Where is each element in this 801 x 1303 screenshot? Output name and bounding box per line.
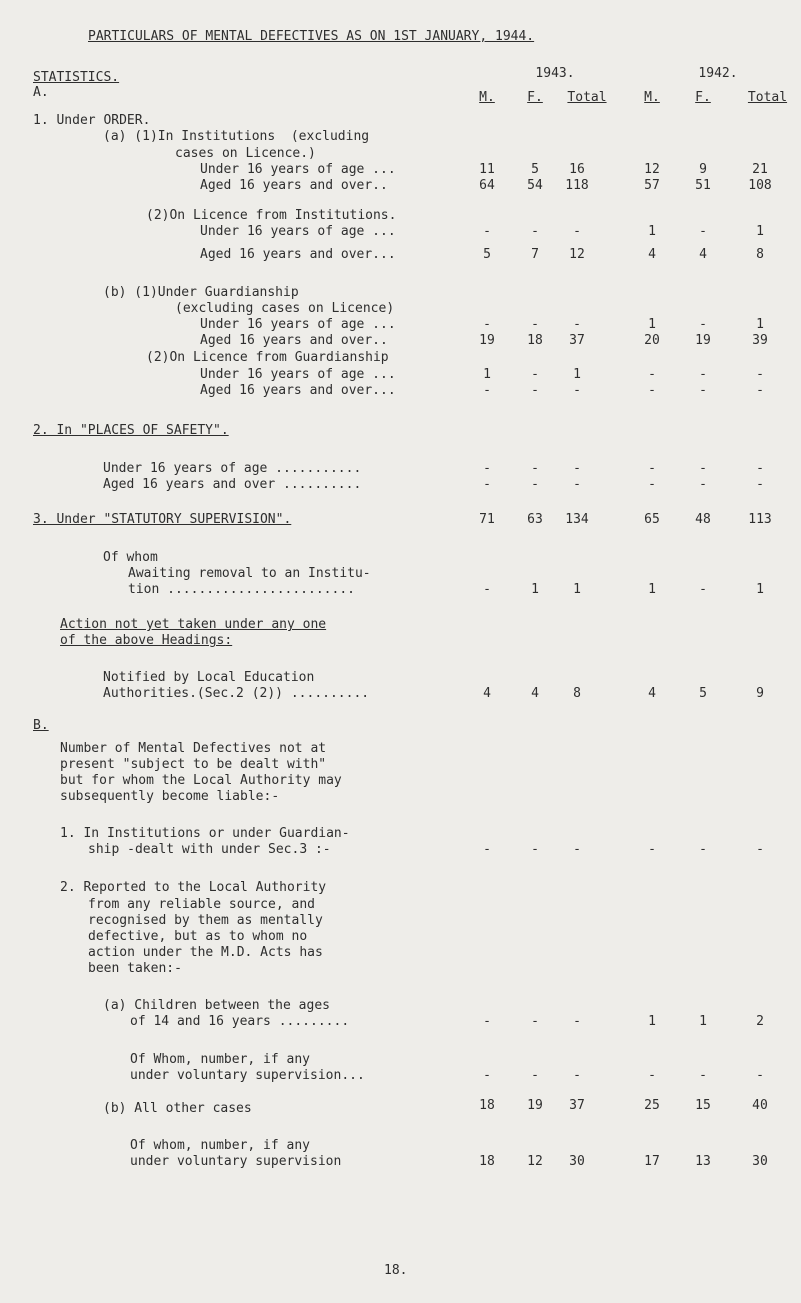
cell: -	[483, 461, 491, 476]
cell: 65	[644, 512, 660, 527]
cell: 40	[752, 1098, 768, 1113]
cell: 1	[573, 367, 581, 382]
action-line2: of the above Headings:	[60, 633, 233, 648]
a3-heading: 3. Under "STATUTORY SUPERVISION".	[33, 512, 292, 527]
a1a1-line1: (a) (1)In Institutions (excluding	[103, 129, 370, 144]
cell: -	[573, 1068, 581, 1083]
cell: -	[483, 1068, 491, 1083]
col-m-1943: M.	[479, 90, 495, 105]
cell: -	[699, 224, 707, 239]
cell: 5	[483, 247, 491, 262]
cell: -	[531, 1068, 539, 1083]
b2-line6: been taken:-	[88, 961, 182, 976]
cell: -	[699, 367, 707, 382]
cell: 5	[699, 686, 707, 701]
cell: -	[573, 317, 581, 332]
cell: 64	[479, 178, 495, 193]
cell: -	[699, 317, 707, 332]
row-label-a2-aged16: Aged 16 years and over ..........	[103, 477, 362, 492]
cell: 12	[569, 247, 585, 262]
cell: 11	[479, 162, 495, 177]
cell: 57	[644, 178, 660, 193]
notified-line1: Notified by Local Education	[103, 670, 315, 685]
cell: 30	[569, 1154, 585, 1169]
cell: 19	[479, 333, 495, 348]
b2a-line2: of 14 and 16 years .........	[130, 1014, 350, 1029]
row-label-a1b2-under16: Under 16 years of age ...	[200, 367, 396, 382]
cell: 1	[756, 317, 764, 332]
cell: -	[483, 477, 491, 492]
cell: 12	[644, 162, 660, 177]
cell: -	[573, 383, 581, 398]
cell: -	[699, 1068, 707, 1083]
cell: 4	[699, 247, 707, 262]
col-f-1942: F.	[695, 90, 711, 105]
cell: 5	[531, 162, 539, 177]
cell: -	[573, 477, 581, 492]
b1-line1: 1. In Institutions or under Guardian-	[60, 826, 350, 841]
col-total-1943: Total	[567, 90, 607, 105]
cell: 16	[569, 162, 585, 177]
cell: -	[531, 461, 539, 476]
cell: 8	[756, 247, 764, 262]
cell: -	[483, 224, 491, 239]
year-1943-header: 1943.	[535, 66, 575, 81]
cell: -	[531, 842, 539, 857]
cell: -	[573, 461, 581, 476]
cell: -	[531, 1014, 539, 1029]
row-label-a1a1-aged16: Aged 16 years and over..	[200, 178, 388, 193]
cell: 37	[569, 1098, 585, 1113]
cell: 18	[479, 1098, 495, 1113]
cell: -	[573, 842, 581, 857]
cell: 9	[699, 162, 707, 177]
cell: -	[699, 842, 707, 857]
col-f-1943: F.	[527, 90, 543, 105]
cell: -	[483, 1014, 491, 1029]
cell: -	[648, 477, 656, 492]
a2-heading: 2. In "PLACES OF SAFETY".	[33, 423, 229, 438]
cell: 4	[483, 686, 491, 701]
b1-line2: ship -dealt with under Sec.3 :-	[88, 842, 331, 857]
cell: 8	[573, 686, 581, 701]
cell: -	[648, 1068, 656, 1083]
page-title: PARTICULARS OF MENTAL DEFECTIVES AS ON 1ST JANUARY, 1944.	[88, 29, 535, 44]
cell: -	[573, 1014, 581, 1029]
b-intro-line2: present "subject to be dealt with"	[60, 757, 327, 772]
cell: 12	[527, 1154, 543, 1169]
cell: 51	[695, 178, 711, 193]
cell: 1	[648, 317, 656, 332]
cell: 1	[483, 367, 491, 382]
cell: 18	[479, 1154, 495, 1169]
cell: -	[483, 383, 491, 398]
cell: 1	[699, 1014, 707, 1029]
cell: -	[756, 367, 764, 382]
cell: -	[756, 383, 764, 398]
cell: 113	[748, 512, 772, 527]
cell: 39	[752, 333, 768, 348]
a1-heading: 1. Under ORDER.	[33, 113, 151, 128]
b2-line2: from any reliable source, and	[88, 897, 315, 912]
cell: 1	[648, 224, 656, 239]
cell: 9	[756, 686, 764, 701]
cell: -	[483, 317, 491, 332]
a1b2-heading: (2)On Licence from Guardianship	[146, 350, 389, 365]
cell: -	[531, 367, 539, 382]
b2b-ofwhom-line1: Of whom, number, if any	[130, 1138, 311, 1153]
cell: -	[699, 383, 707, 398]
cell: 1	[648, 582, 656, 597]
row-label-a1b1-under16: Under 16 years of age ...	[200, 317, 396, 332]
cell: -	[531, 383, 539, 398]
cell: 1	[756, 224, 764, 239]
cell: 19	[695, 333, 711, 348]
b2a-ofwhom-line1: Of Whom, number, if any	[130, 1052, 311, 1067]
b-intro-line4: subsequently become liable:-	[60, 789, 280, 804]
row-label-a1b2-aged16: Aged 16 years and over...	[200, 383, 396, 398]
cell: -	[756, 477, 764, 492]
cell: 18	[527, 333, 543, 348]
cell: 71	[479, 512, 495, 527]
a1b1-line1: (b) (1)Under Guardianship	[103, 285, 299, 300]
b2-line5: action under the M.D. Acts has	[88, 945, 323, 960]
a1b1-line2: (excluding cases on Licence)	[175, 301, 395, 316]
cell: 108	[748, 178, 772, 193]
cell: 7	[531, 247, 539, 262]
cell: -	[573, 224, 581, 239]
cell: 2	[756, 1014, 764, 1029]
cell: 13	[695, 1154, 711, 1169]
row-label-a1a2-aged16: Aged 16 years and over...	[200, 247, 396, 262]
cell: -	[531, 224, 539, 239]
b2b-ofwhom-line2: under voluntary supervision	[130, 1154, 342, 1169]
b2-line3: recognised by them as mentally	[88, 913, 323, 928]
cell: 1	[648, 1014, 656, 1029]
cell: -	[483, 842, 491, 857]
b2a-ofwhom-line2: under voluntary supervision...	[130, 1068, 365, 1083]
cell: 54	[527, 178, 543, 193]
section-a-label: A.	[33, 85, 49, 100]
row-label-a1b1-aged16: Aged 16 years and over..	[200, 333, 388, 348]
a1a1-line2: cases on Licence.)	[175, 146, 316, 161]
cell: 15	[695, 1098, 711, 1113]
col-m-1942: M.	[644, 90, 660, 105]
cell: 1	[573, 582, 581, 597]
section-b-label: B.	[33, 718, 49, 733]
cell: 118	[565, 178, 589, 193]
cell: -	[648, 367, 656, 382]
cell: 20	[644, 333, 660, 348]
b-intro-line1: Number of Mental Defectives not at	[60, 741, 327, 756]
cell: 63	[527, 512, 543, 527]
cell: -	[699, 582, 707, 597]
cell: -	[756, 1068, 764, 1083]
cell: -	[648, 461, 656, 476]
cell: -	[531, 317, 539, 332]
statistics-label: STATISTICS.	[33, 70, 120, 85]
cell: 134	[565, 512, 589, 527]
b2-line4: defective, but as to whom no	[88, 929, 308, 944]
action-line1: Action not yet taken under any one	[60, 617, 327, 632]
cell: -	[483, 582, 491, 597]
cell: 4	[531, 686, 539, 701]
cell: 17	[644, 1154, 660, 1169]
cell: -	[756, 842, 764, 857]
cell: 4	[648, 686, 656, 701]
cell: 1	[756, 582, 764, 597]
notified-line2: Authorities.(Sec.2 (2)) ..........	[103, 686, 370, 701]
a1a2-heading: (2)On Licence from Institutions.	[146, 208, 397, 223]
b2-line1: 2. Reported to the Local Authority	[60, 880, 327, 895]
col-total-1942: Total	[747, 90, 788, 105]
cell: -	[699, 477, 707, 492]
cell: 25	[644, 1098, 660, 1113]
b-intro-line3: but for whom the Local Authority may	[60, 773, 342, 788]
cell: -	[531, 477, 539, 492]
cell: 1	[531, 582, 539, 597]
of-whom-label: Of whom	[103, 550, 158, 565]
row-label-a2-under16: Under 16 years of age ...........	[103, 461, 362, 476]
cell: 21	[752, 162, 768, 177]
b2b-label: (b) All other cases	[103, 1101, 252, 1116]
b2a-line1: (a) Children between the ages	[103, 998, 330, 1013]
year-1942-header: 1942.	[698, 66, 738, 81]
cell: -	[648, 842, 656, 857]
cell: 48	[695, 512, 711, 527]
cell: 19	[527, 1098, 543, 1113]
cell: 4	[648, 247, 656, 262]
awaiting-line1: Awaiting removal to an Institu-	[128, 566, 371, 581]
cell: 37	[569, 333, 585, 348]
cell: 30	[752, 1154, 768, 1169]
cell: -	[648, 383, 656, 398]
cell: -	[756, 461, 764, 476]
row-label-a1a1-under16: Under 16 years of age ...	[200, 162, 396, 177]
page-number: 18.	[384, 1263, 408, 1278]
awaiting-line2: tion ........................	[128, 582, 355, 597]
cell: -	[699, 461, 707, 476]
row-label-a1a2-under16: Under 16 years of age ...	[200, 224, 396, 239]
